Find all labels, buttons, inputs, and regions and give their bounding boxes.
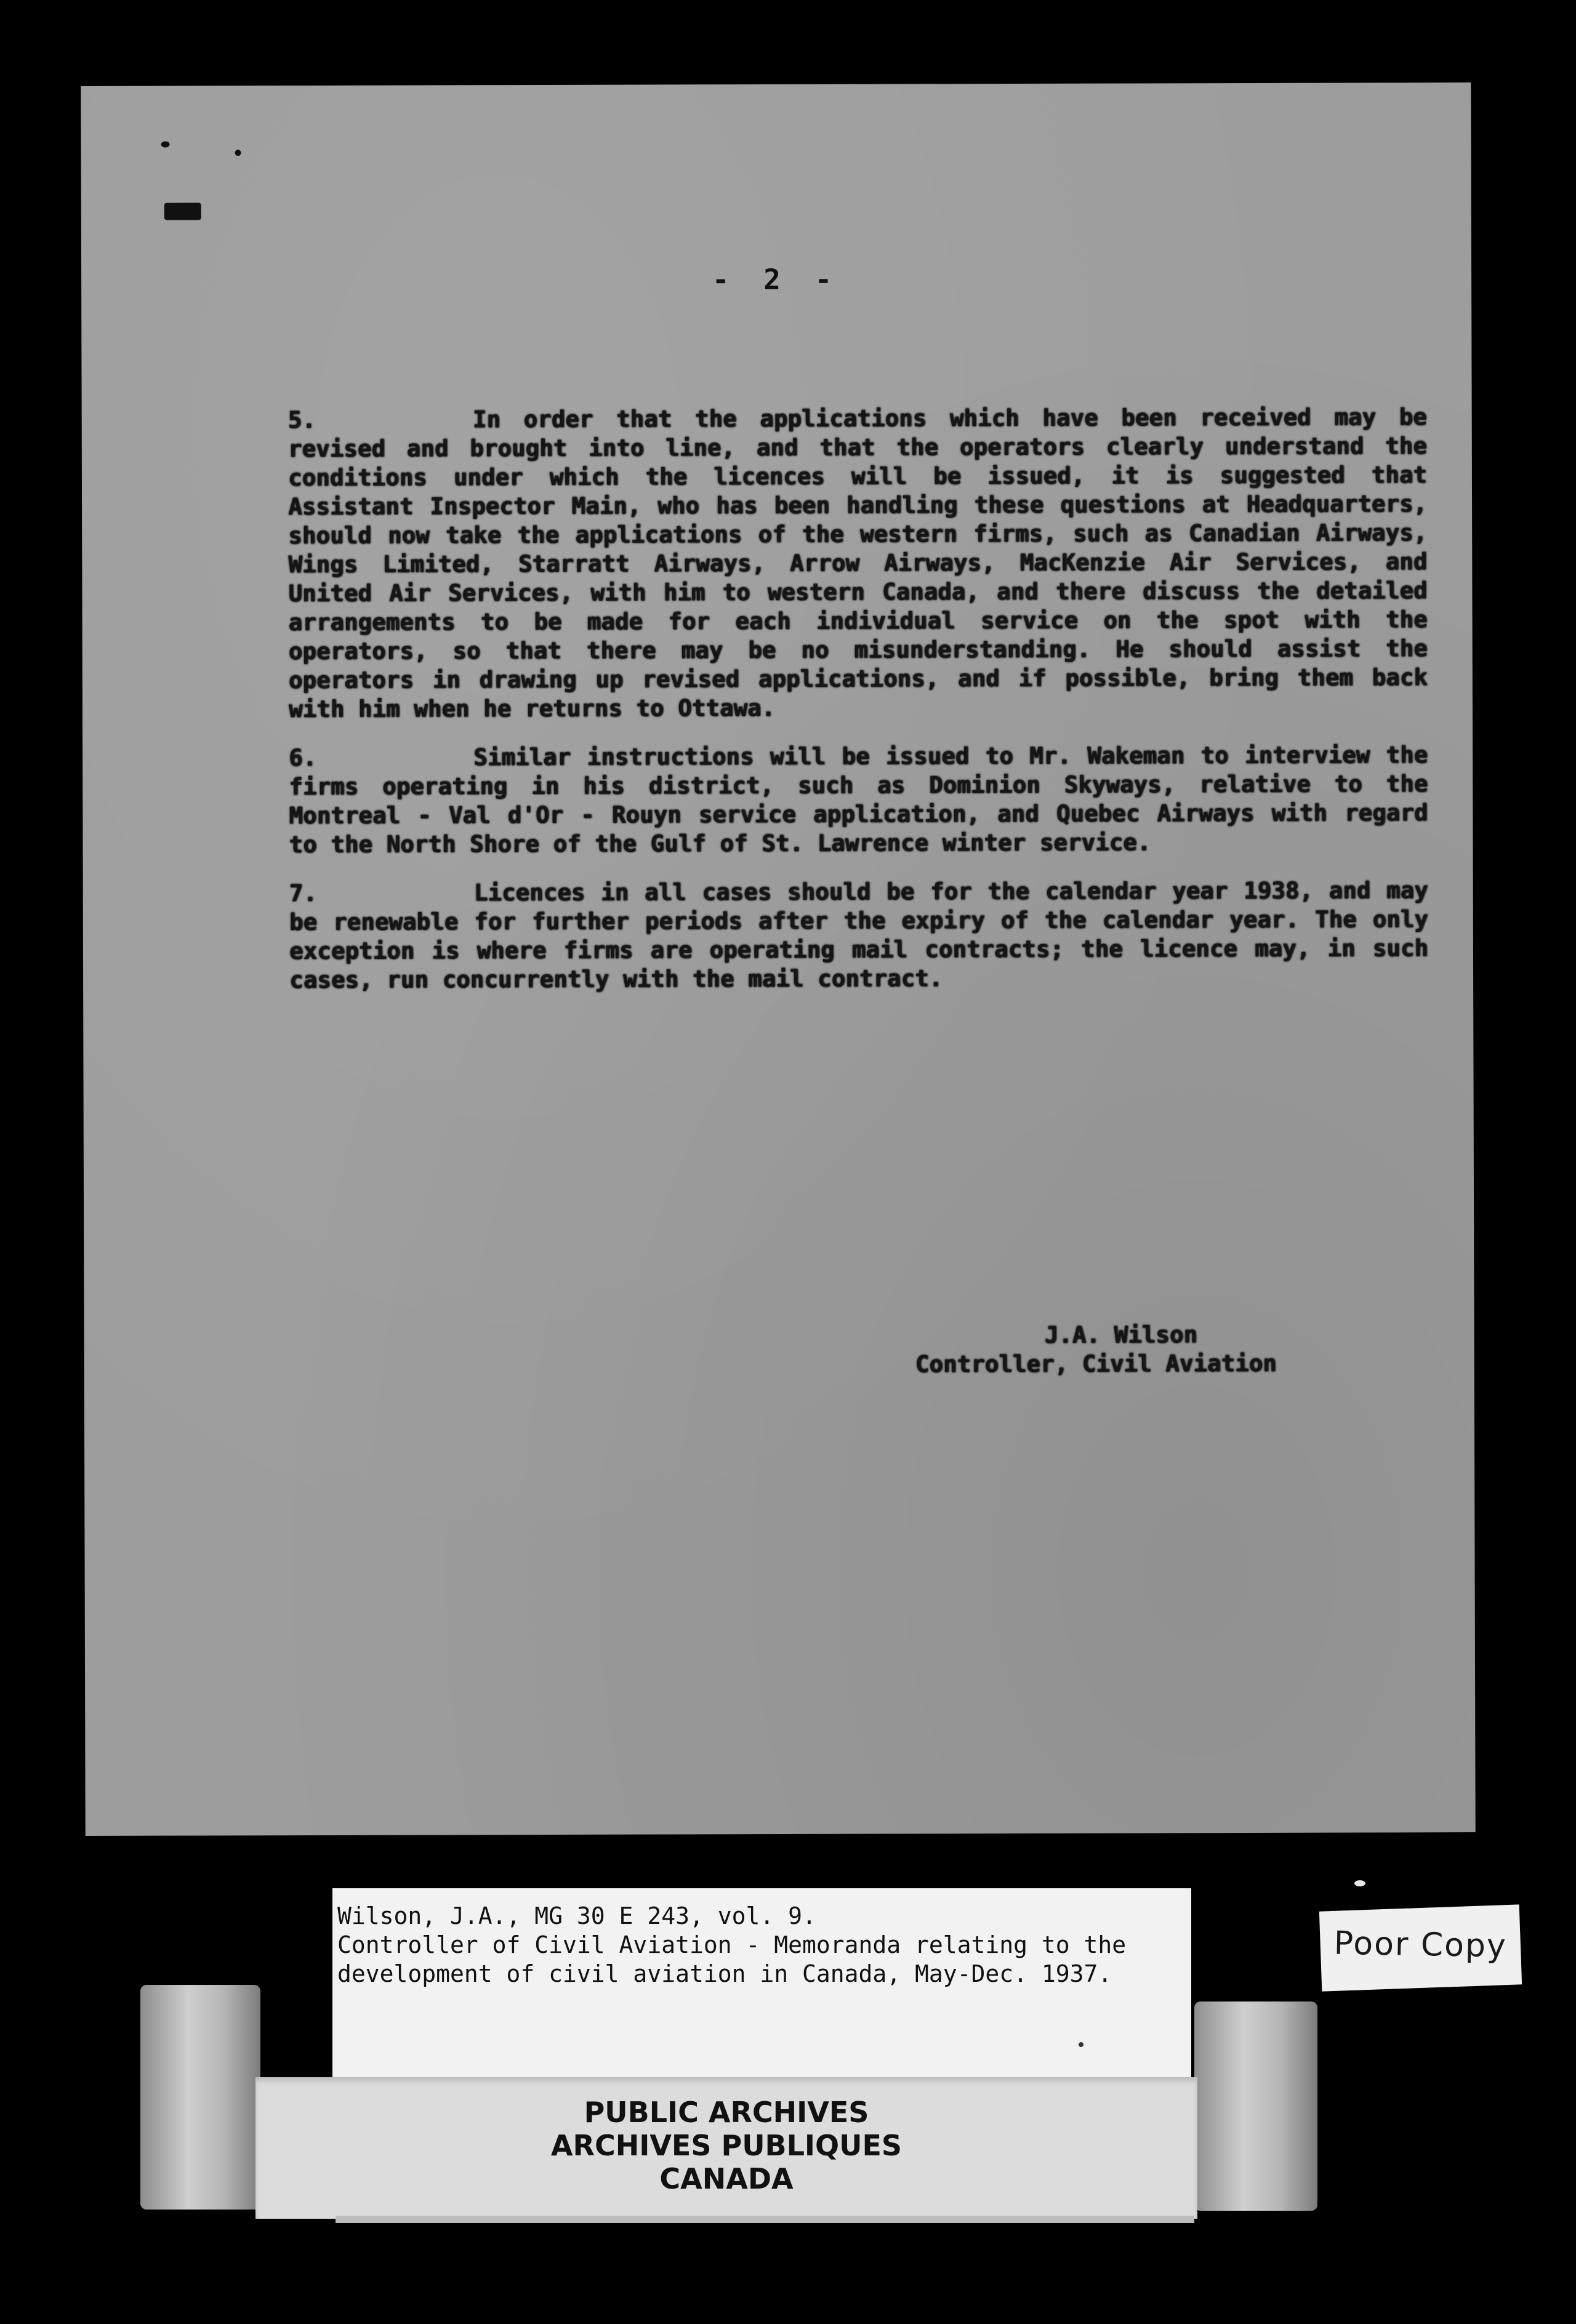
speck-mark <box>161 142 170 148</box>
speck-mark <box>1354 1880 1365 1886</box>
paragraph-number: 7. <box>289 879 317 907</box>
signature-block <box>915 1320 1469 1379</box>
memo-paragraph <box>288 403 1428 724</box>
signature-title: Controller, Civil Aviation <box>915 1349 1277 1378</box>
archive-label-line: Controller of Civil Aviation - Memoranda relating to the <box>337 1931 1127 1958</box>
archive-label-line: Wilson, J.A., MG 30 E 243, vol. 9. <box>337 1902 816 1929</box>
paragraph-text: In order that the applications which have been received may be revised and brought into line, and that the operators clearly understand the conditions under which the licences will be issued, it is suggested that Assistant Inspector Main, who has been handling these questions at Headquarters, should now take the applications of the western firms, such as Canadian Airways, Wings Limited, Starratt Airways, Arrow Airways, MacKenzie Air Services, and United Air Services, with him to western Canada, and there discuss the detailed arrangements to be made for each individual service on the spot with the operators, so that there may be no misunderstanding. He should assist the operators in drawing up revised applications, and if possible, bring them back with him when he returns to Ottawa. <box>287 403 1428 723</box>
archive-label-card <box>332 1888 1191 2098</box>
memo-paragraph <box>289 876 1428 995</box>
left-clip <box>140 1985 260 2210</box>
stamp-line: ARCHIVES PUBLIQUES <box>550 2129 903 2162</box>
speck-mark <box>1079 2042 1084 2047</box>
punch-hole-mark <box>164 202 201 220</box>
memo-body <box>288 403 1429 1014</box>
right-clip <box>1194 2001 1317 2211</box>
memo-paragraph <box>289 740 1428 859</box>
archives-stamp <box>255 2077 1197 2219</box>
archive-label-line: development of civil aviation in Canada, May-Dec. 1937. <box>337 1960 1112 1987</box>
paragraph-number: 6. <box>289 743 317 772</box>
memo-sheet <box>81 82 1475 1836</box>
poor-copy-note <box>1319 1904 1522 1991</box>
poor-copy-handwriting: Poor Copy <box>1333 1925 1508 1965</box>
paragraph-text: Licences in all cases should be for the calendar year 1938, and may be renewable for further periods after the expiry of the calendar year. The only exception is where firms are operating mail contracts; the licence may, in such cases, run concurrently with the mail contract. <box>289 876 1429 994</box>
archive-label-text <box>337 1902 1126 1989</box>
stamp-text <box>255 2096 1197 2195</box>
signature-name: J.A. Wilson <box>1044 1321 1198 1348</box>
stamp-edge <box>336 2216 1194 2223</box>
speck-mark <box>235 150 241 156</box>
paragraph-text: Similar instructions will be issued to Mr. Wakeman to interview the firms operating in his district, such as Dominion Skyways, relative to the Montreal - Val d'Or - Rouyn service application, and Quebec Airways with regard to the North Shore of the Gulf of St. Lawrence winter service. <box>289 741 1428 859</box>
stamp-line: CANADA <box>659 2162 794 2195</box>
paragraph-number: 5. <box>287 406 316 434</box>
page-number: - 2 - <box>712 262 841 297</box>
stamp-line: PUBLIC ARCHIVES <box>584 2096 869 2129</box>
